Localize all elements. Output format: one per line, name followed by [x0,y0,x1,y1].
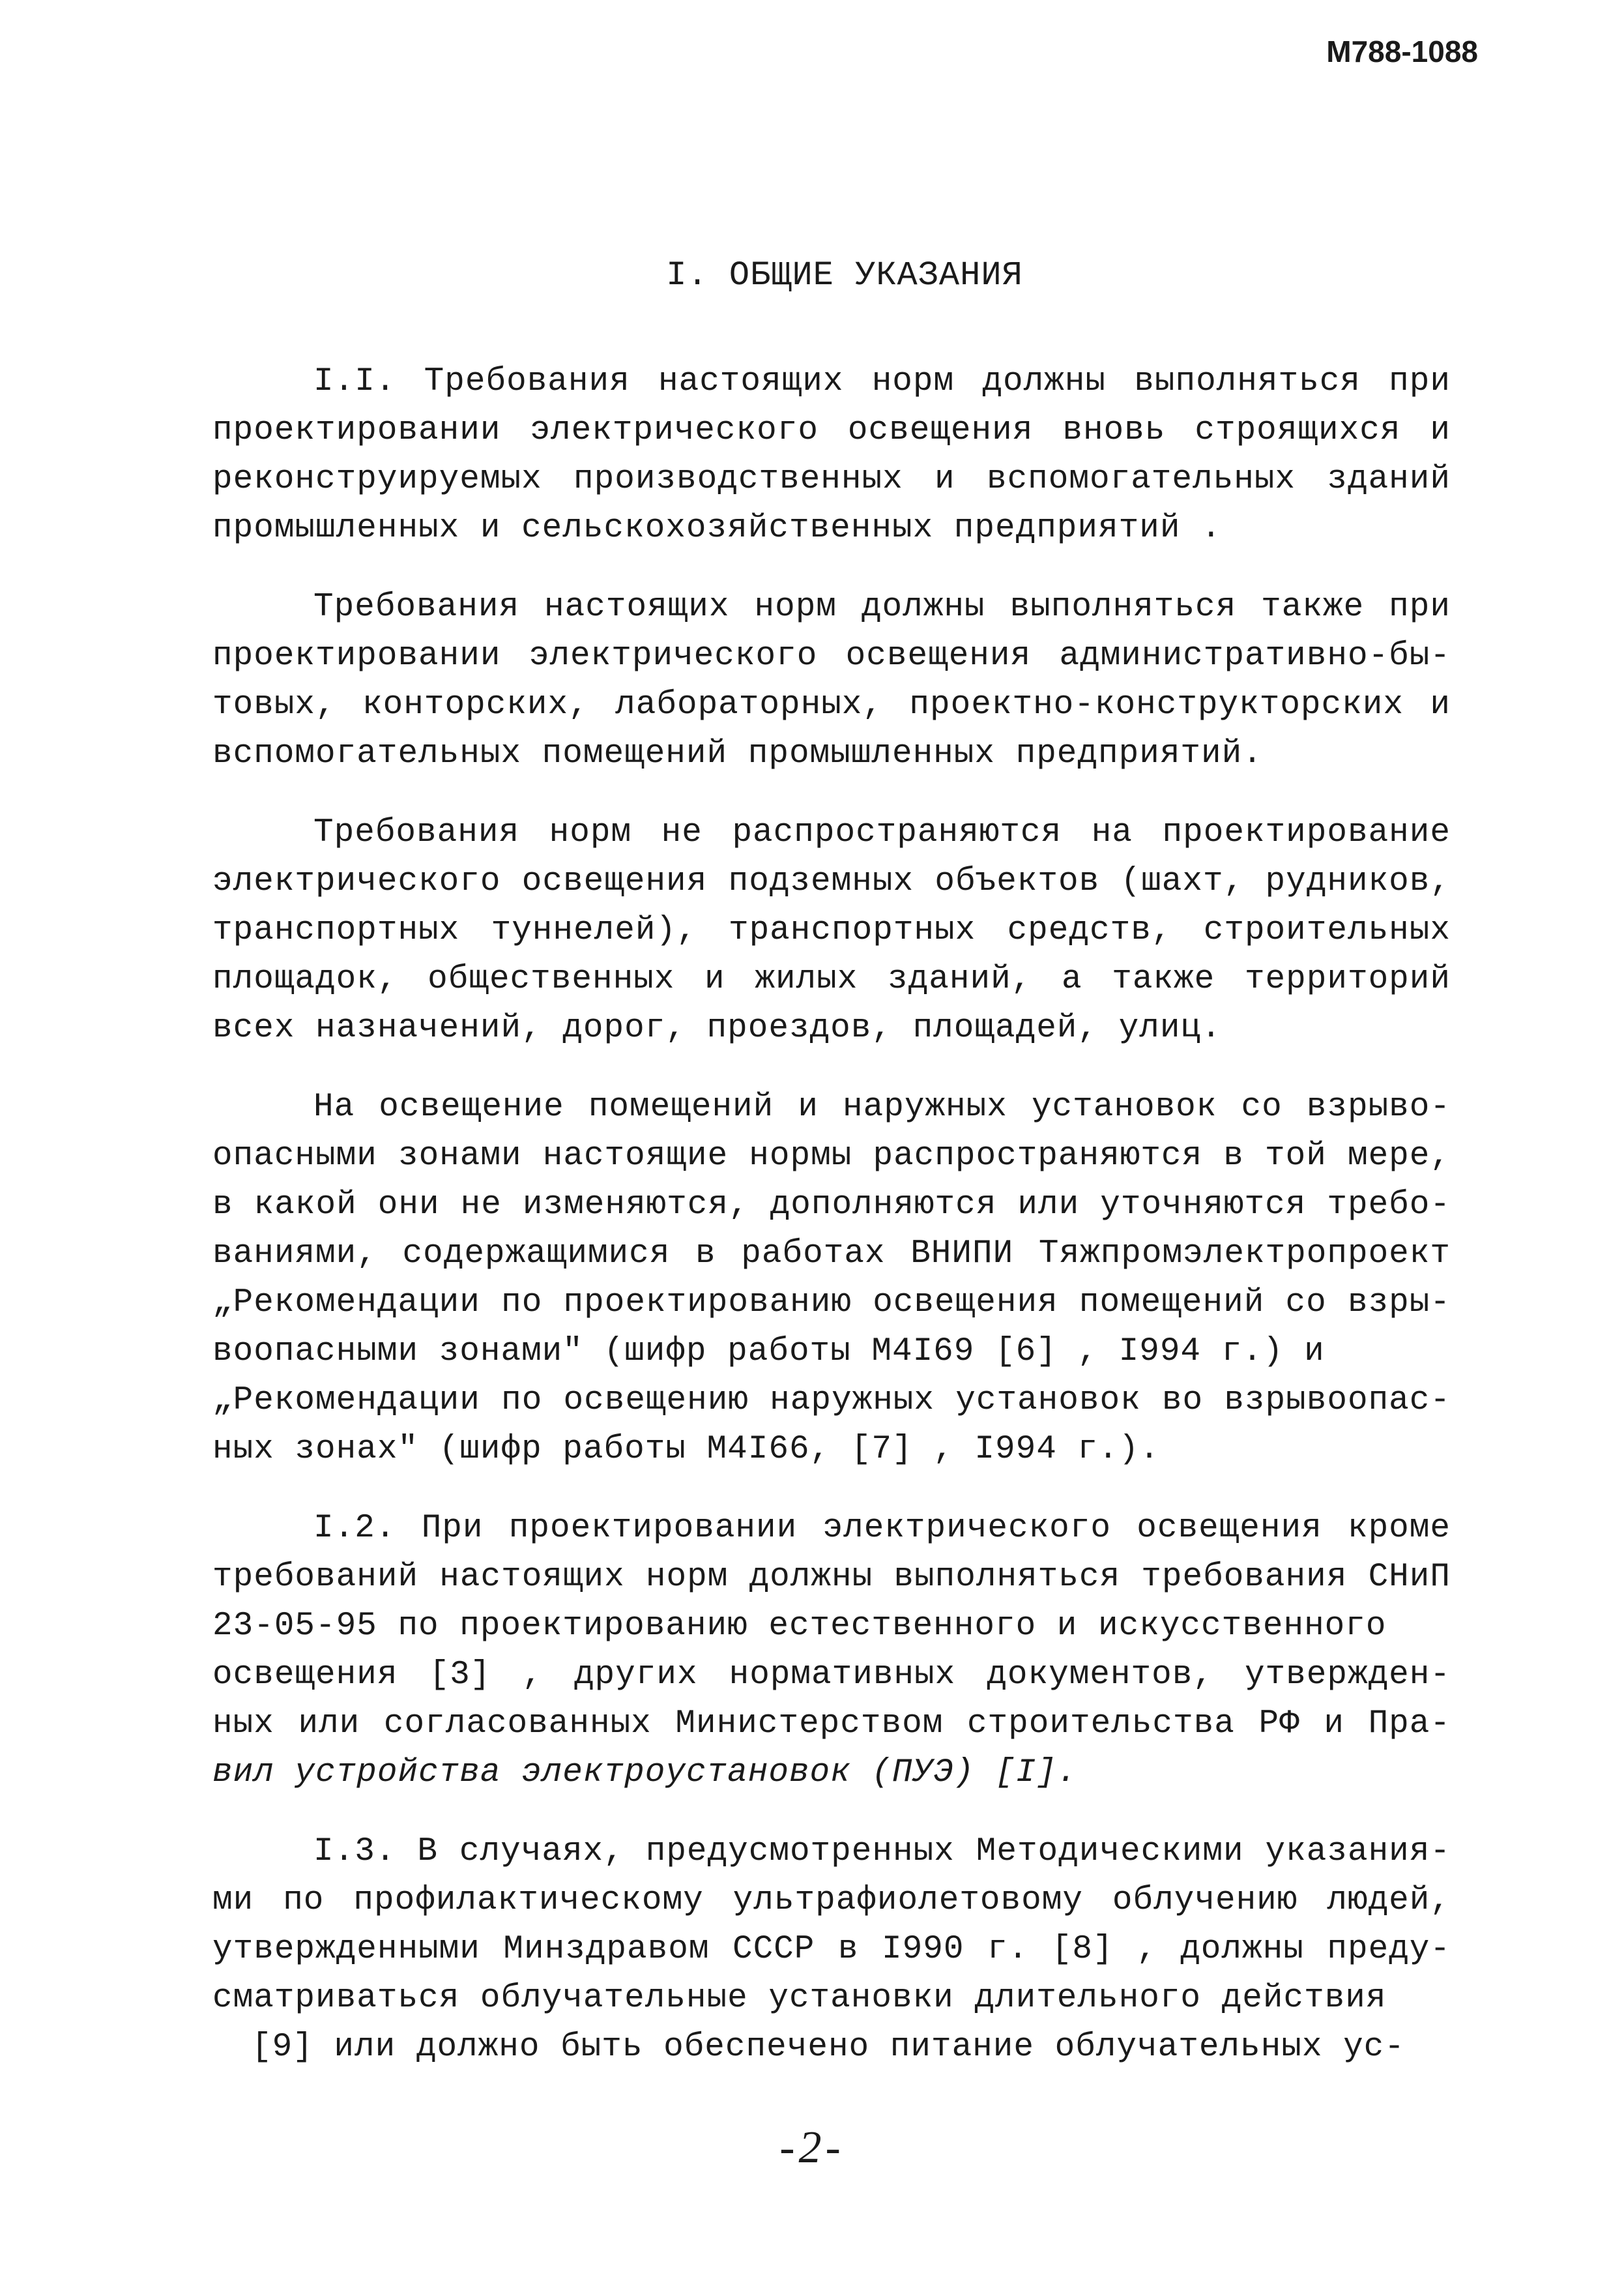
text-line: вил устройства электроустановок (ПУЭ) [I]. [212,1754,1078,1791]
paragraph-explosive-zones [212,1083,1451,1474]
text-line: реконструируемых производственных и вспомогательных зданий [212,461,1451,498]
text-line: ваниями, содержащимися в работах ВНИПИ Тяжпромэлектропроект [212,1235,1451,1272]
text-line: электрического освещения подземных объектов (шахт, рудников, [212,863,1451,900]
paragraph-requirements-admin [212,583,1451,778]
text-line: ми по профилактическому ультрафиолетовому облучению людей, [212,1882,1451,1919]
text-line: На освещение помещений и наружных установок со взрыво- [313,1089,1451,1126]
text-line: I.2. При проектировании электрического освещения кроме [313,1510,1451,1547]
text-line: требований настоящих норм должны выполняться требования СНиП [212,1559,1451,1596]
text-line: воопасными зонами" (шифр работы М4I69 [6] , I994 г.) и [212,1333,1325,1370]
text-line: транспортных туннелей), транспортных средств, строительных [212,912,1451,949]
text-line: ных или согласованных Министерством строительства РФ и Пра- [212,1705,1451,1742]
page-number: -2- [779,2123,845,2173]
paragraph-scope-exclusions [212,808,1451,1053]
text-line: промышленных и сельскохозяйственных предприятий . [212,510,1222,547]
text-line: Требования настоящих норм должны выполняться также при [313,589,1451,626]
text-line: проектировании электрического освещения вновь строящихся и [212,412,1451,449]
text-line: всех назначений, дорог, проездов, площадей, улиц. [212,1010,1222,1047]
text-line: проектировании электрического освещения административно-бы- [212,638,1451,675]
text-line: опасными зонами настоящие нормы распространяются в той мере, [212,1138,1451,1175]
paragraph-1-2 [212,1504,1451,1797]
text-line: сматриваться облучательные установки длительного действия [212,1980,1387,2017]
text-line: площадок, общественных и жилых зданий, а также территорий [212,961,1451,998]
text-line: ных зонах" (шифр работы М4I66, [7] , I994 г.). [212,1431,1160,1468]
document-code: М788-1088 [1326,35,1478,68]
text-line: в какой они не изменяются, дополняются или уточняются требо- [212,1186,1451,1224]
text-line: товых, конторских, лабораторных, проектно-конструкторских и [212,686,1451,724]
text-line: Требования норм не распространяются на проектирование [313,814,1451,851]
text-line: освещения [3] , других нормативных документов, утвержден- [212,1656,1451,1694]
text-line: утвержденными Минздравом СССР в I990 г. [8] , должны преду- [212,1931,1451,1968]
paragraph-1-3 [212,1827,1451,2072]
text-line: 23-05-95 по проектированию естественного и искусственного [212,1608,1387,1645]
text-line: I.3. В случаях, предусмотренных Методическими указания- [313,1833,1451,1870]
text-line: I.I. Требования настоящих норм должны выполняться при [313,363,1451,400]
section-title: I. ОБЩИЕ УКАЗАНИЯ [666,256,1023,295]
paragraph-1-1 [212,357,1451,553]
text-line: [9] или должно быть обеспечено питание облучательных ус- [252,2029,1405,2066]
text-line: вспомогательных помещений промышленных предприятий. [212,735,1263,772]
text-line: „Рекомендации по освещению наружных установок во взрывоопас- [212,1382,1451,1419]
text-line: „Рекомендации по проектированию освещения помещений со взры- [212,1284,1451,1321]
page-body [212,251,1451,2102]
